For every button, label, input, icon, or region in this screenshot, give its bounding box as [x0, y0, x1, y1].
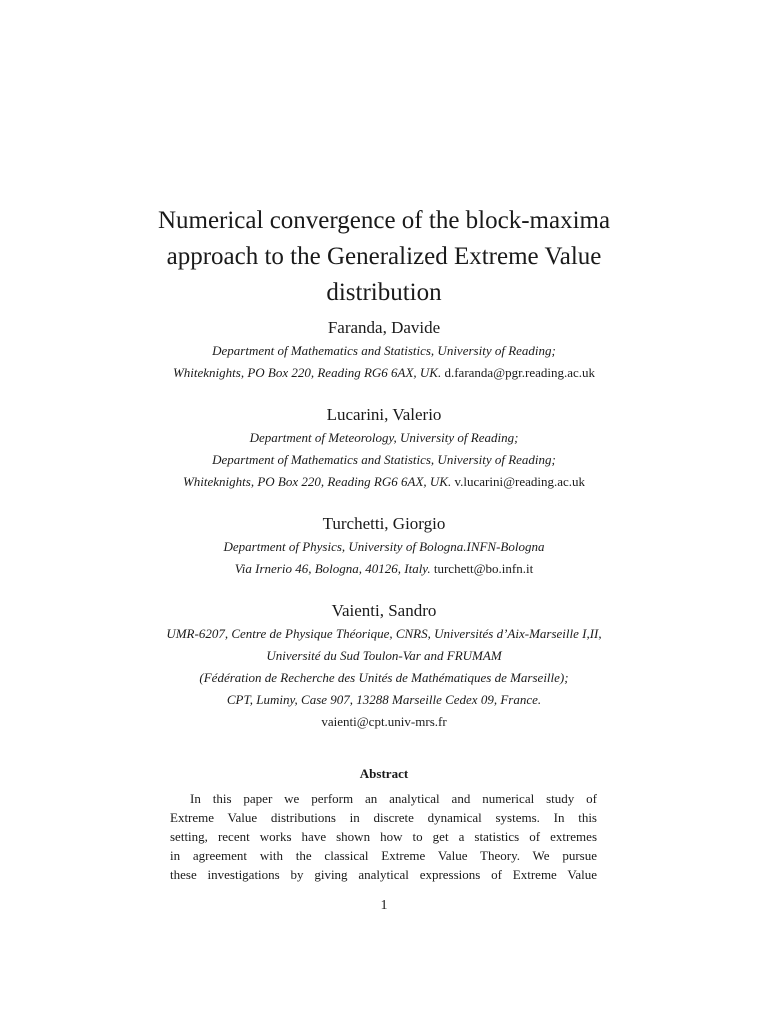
author-email: d.faranda@pgr.reading.ac.uk — [441, 365, 596, 380]
author-name: Lucarini, Valerio — [326, 405, 442, 424]
affiliation-line — [60, 711, 708, 733]
author-block-lucarini — [60, 403, 708, 493]
title-line: approach to the Generalized Extreme Value — [166, 243, 602, 270]
affiliation-line: (Fédération de Recherche des Unités de Mathématiques de Marseille); — [199, 670, 569, 685]
affiliation-line: Université du Sud Toulon-Var and FRUMAM — [266, 648, 502, 663]
page-number: 1 — [380, 898, 388, 913]
affiliation-line: CPT, Luminy, Case 907, 13288 Marseille Cedex 09, France. — [226, 692, 542, 707]
title-line: distribution — [326, 279, 442, 306]
author-email: vaienti@cpt.univ-mrs.fr — [321, 714, 447, 729]
author-email: v.lucarini@reading.ac.uk — [451, 474, 586, 489]
author-block-vaienti — [60, 599, 708, 733]
author-name: Faranda, Davide — [327, 318, 441, 337]
affiliation-line: Department of Meteorology, University of Reading; — [249, 430, 519, 445]
author-block-faranda — [60, 316, 708, 384]
affiliation-line: Whiteknights, PO Box 220, Reading RG6 6AX, UK. d.faranda@pgr.reading.ac.uk — [172, 365, 596, 380]
abstract-body — [170, 789, 597, 884]
author-block-turchetti — [60, 512, 708, 580]
abstract-line: In this paper we perform an analytical and numerical study of — [190, 791, 597, 806]
affiliation-line: Whiteknights, PO Box 220, Reading RG6 6AX, UK. v.lucarini@reading.ac.uk — [182, 474, 586, 489]
abstract-line: Extreme Value distributions in discrete dynamical systems. In this — [170, 810, 597, 825]
title-line: Numerical convergence of the block-maxima — [157, 207, 611, 234]
affiliation-line: UMR-6207, Centre de Physique Théorique, CNRS, Universités d’Aix-Marseille I,II, — [166, 626, 602, 641]
abstract-line: these investigations by giving analytical expressions of Extreme Value — [170, 867, 597, 882]
author-name: Vaienti, Sandro — [331, 601, 437, 620]
affiliation-line: Via Irnerio 46, Bologna, 40126, Italy. turchett@bo.infn.it — [234, 561, 534, 576]
affiliation-line: Department of Mathematics and Statistics, University of Reading; — [212, 452, 556, 467]
abstract-line: setting, recent works have shown how to get a statistics of extremes — [170, 829, 597, 844]
affiliation-line: Department of Physics, University of Bologna.INFN-Bologna — [223, 539, 545, 554]
abstract-heading: Abstract — [359, 766, 409, 781]
author-name: Turchetti, Giorgio — [322, 514, 446, 533]
affiliation-line: Department of Mathematics and Statistics, University of Reading; — [212, 343, 556, 358]
paper-title — [110, 203, 658, 311]
author-email: turchett@bo.infn.it — [430, 561, 534, 576]
abstract-line: in agreement with the classical Extreme Value Theory. We pursue — [170, 848, 597, 863]
